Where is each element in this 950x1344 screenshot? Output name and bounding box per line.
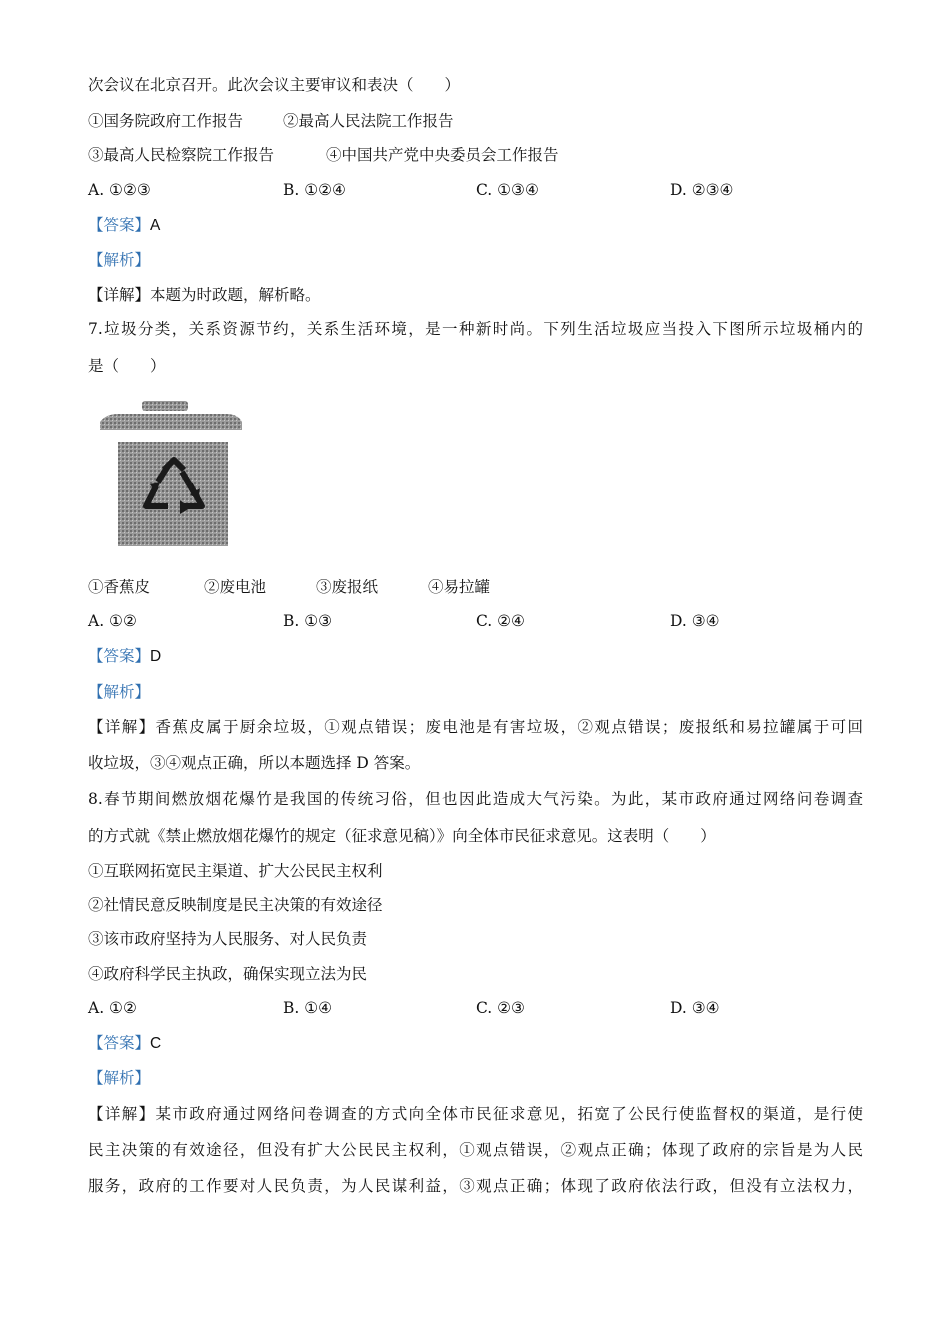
q7-option-b: B. ①③ — [283, 612, 333, 630]
q8-stem-line1: 8.春节期间燃放烟花爆竹是我国的传统习俗，但也因此造成大气污染。为此，某市政府通过网络问卷调查 — [88, 790, 863, 808]
recycle-bin-icon — [98, 398, 244, 548]
q8-stem-line2: 的方式就《禁止燃放烟花爆竹的规定（征求意见稿）》向全体市民征求意见。这表明（ ） — [88, 827, 716, 845]
q6-option-b: B. ①②④ — [283, 181, 346, 199]
q8-detail-text-1: 某市政府通过网络问卷调查的方式向全体市民征求意见，拓宽了公民行使监督权的渠道，是行使 — [155, 1105, 863, 1123]
q6-detail — [88, 284, 321, 306]
q7-choice-2: ②废电池 — [204, 578, 267, 596]
q6-item-4: ④中国共产党中央委员会工作报告 — [326, 146, 559, 164]
bin-handle — [142, 401, 188, 411]
q7-detail-label: 【详解】 — [88, 718, 156, 736]
q6-stem: 次会议在北京召开。此次会议主要审议和表决（ ） — [88, 76, 461, 94]
q8-option-c: C. ②③ — [476, 999, 525, 1017]
q6-answer — [88, 214, 160, 237]
q7-choices — [88, 576, 490, 598]
q6-item-2: ②最高人民法院工作报告 — [283, 112, 454, 130]
q6-option-c: C. ①③④ — [476, 181, 539, 199]
q7-choice-1: ①香蕉皮 — [88, 578, 151, 596]
q7-detail-line1 — [88, 716, 863, 738]
q7-choice-3: ③废报纸 — [316, 578, 379, 596]
q7-stem-line1: 7.垃圾分类，关系资源节约，关系生活环境，是一种新时尚。下列生活垃圾应当投入下图所示垃圾桶内的 — [88, 320, 863, 338]
bin-lid — [100, 414, 242, 430]
q7-answer-value: D — [150, 648, 162, 665]
q8-option-d: D. ③④ — [670, 999, 720, 1017]
q7-detail-text-1: 香蕉皮属于厨余垃圾，①观点错误；废电池是有害垃圾，②观点错误；废报纸和易拉罐属于可回 — [155, 718, 863, 736]
q8-option-b: B. ①④ — [283, 999, 333, 1017]
q7-option-a: A. ①② — [88, 612, 137, 630]
q6-detail-text: 本题为时政题，解析略。 — [150, 286, 321, 304]
q8-item-2: ②社情民意反映制度是民主决策的有效途径 — [88, 896, 383, 914]
q6-detail-label: 【详解】 — [88, 286, 151, 304]
q6-item-3: ③最高人民检察院工作报告 — [88, 146, 275, 164]
q8-analysis-label: 【解析】 — [88, 1069, 151, 1087]
q8-detail-line1 — [88, 1103, 863, 1125]
q7-option-c: C. ②④ — [476, 612, 525, 630]
q6-answer-label: 【答案】 — [88, 216, 151, 234]
q7-detail-line2: 收垃圾，③④观点正确，所以本题选择 D 答案。 — [88, 754, 421, 772]
q6-option-a: A. ①②③ — [88, 181, 151, 199]
q8-option-a: A. ①② — [88, 999, 137, 1017]
q6-analysis-label: 【解析】 — [88, 251, 151, 269]
q8-item-4: ④政府科学民主执政，确保实现立法为民 — [88, 965, 368, 983]
q6-option-d: D. ②③④ — [670, 181, 734, 199]
q8-detail-label: 【详解】 — [88, 1105, 156, 1123]
q6-items-row2 — [88, 144, 559, 166]
q6-answer-value: A — [150, 217, 161, 234]
q7-answer — [88, 645, 161, 668]
q8-item-1: ①互联网拓宽民主渠道、扩大公民民主权利 — [88, 862, 383, 880]
q7-stem-line2: 是（ ） — [88, 357, 166, 375]
q8-answer-label: 【答案】 — [88, 1034, 151, 1052]
q8-detail-line3: 服务，政府的工作要对人民负责，为人民谋利益，③观点正确；体现了政府依法行政，但没有立法权力， — [88, 1177, 863, 1195]
q7-analysis-label: 【解析】 — [88, 683, 151, 701]
q7-option-d: D. ③④ — [670, 612, 720, 630]
q8-item-3: ③该市政府坚持为人民服务、对人民负责 — [88, 930, 368, 948]
q8-answer-value: C — [150, 1035, 162, 1052]
q6-item-1: ①国务院政府工作报告 — [88, 112, 244, 130]
q8-answer — [88, 1032, 161, 1055]
q7-choice-4: ④易拉罐 — [428, 578, 491, 596]
q8-detail-line2: 民主决策的有效途径，但没有扩大公民民主权利，①观点错误，②观点正确；体现了政府的宗旨是为人民 — [88, 1141, 863, 1159]
q7-answer-label: 【答案】 — [88, 647, 151, 665]
q6-items-row1 — [88, 110, 454, 132]
